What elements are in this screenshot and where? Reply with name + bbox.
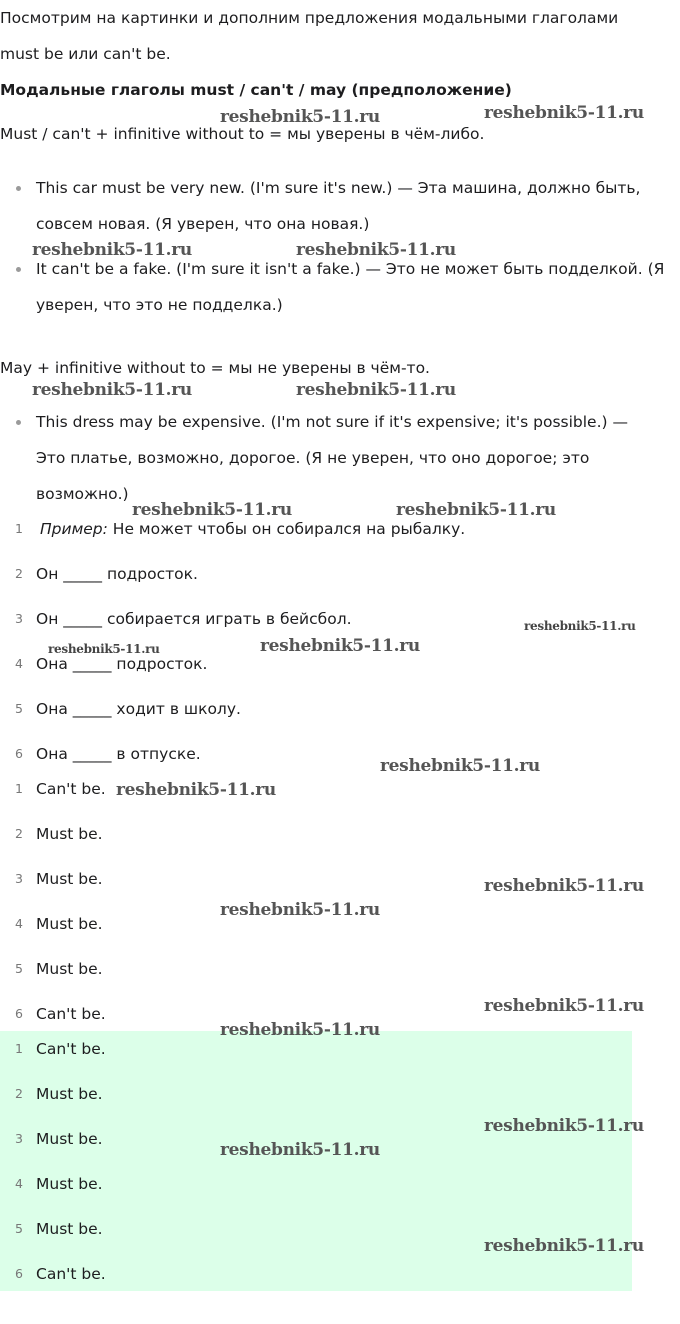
watermark: reshebnik5-11.ru xyxy=(116,780,276,800)
watermark: reshebnik5-11.ru xyxy=(296,380,456,400)
rule2-example-line3: возможно.) xyxy=(36,485,129,503)
exercise-item: Она _____ ходит в школу. xyxy=(36,700,241,718)
answer-number: 3 xyxy=(15,1131,23,1146)
watermark: reshebnik5-11.ru xyxy=(484,103,644,123)
answer-number: 6 xyxy=(15,1266,23,1281)
answer-text: Can't be. xyxy=(36,1265,106,1283)
bullet xyxy=(16,267,21,272)
answer-text: Can't be. xyxy=(36,780,106,798)
watermark: reshebnik5-11.ru xyxy=(32,380,192,400)
watermark: reshebnik5-11.ru xyxy=(296,240,456,260)
answer-text: Must be. xyxy=(36,1175,103,1193)
exercise-item: Он _____ собирается играть в бейсбол. xyxy=(36,610,352,628)
watermark: reshebnik5-11.ru xyxy=(220,107,380,127)
answer-number: 4 xyxy=(15,1176,23,1191)
answer-number: 4 xyxy=(15,916,23,931)
intro-line-1: Посмотрим на картинки и дополним предложения модальными глаголами xyxy=(0,9,619,27)
watermark: reshebnik5-11.ru xyxy=(524,619,636,633)
rule1-example-1-line1: This car must be very new. (I'm sure it's new.) — Эта машина, должно быть, xyxy=(36,179,641,197)
watermark: reshebnik5-11.ru xyxy=(220,1020,380,1040)
answer-text: Can't be. xyxy=(36,1005,106,1023)
watermark: reshebnik5-11.ru xyxy=(260,636,420,656)
answer-text: Can't be. xyxy=(36,1040,106,1058)
answer-number: 3 xyxy=(15,871,23,886)
example-label: Пример: xyxy=(40,520,108,538)
exercise-item: Она _____ в отпуске. xyxy=(36,745,201,763)
item-number: 2 xyxy=(15,566,23,581)
item-number: 5 xyxy=(15,701,23,716)
watermark: reshebnik5-11.ru xyxy=(484,876,644,896)
watermark: reshebnik5-11.ru xyxy=(484,1236,644,1256)
watermark: reshebnik5-11.ru xyxy=(484,1116,644,1136)
watermark: reshebnik5-11.ru xyxy=(380,756,540,776)
example-text: Не может чтобы он собирался на рыбалку. xyxy=(107,520,466,538)
watermark: reshebnik5-11.ru xyxy=(32,240,192,260)
rule-1: Must / can't + infinitive without to = мы уверены в чём-либо. xyxy=(0,125,485,143)
item-number: 3 xyxy=(15,611,23,626)
answer-number: 2 xyxy=(15,1086,23,1101)
watermark: reshebnik5-11.ru xyxy=(220,900,380,920)
answer-number: 2 xyxy=(15,826,23,841)
exercise-item: Она _____ подросток. xyxy=(36,655,208,673)
answer-text: Must be. xyxy=(36,1220,103,1238)
item-number: 1 xyxy=(15,521,23,536)
item-number: 6 xyxy=(15,746,23,761)
grammar-heading: Модальные глаголы must / can't / may (предположение) xyxy=(0,81,512,99)
example-row xyxy=(40,519,465,539)
rule2-example-line1: This dress may be expensive. (I'm not sure if it's expensive; it's possible.) — xyxy=(36,413,628,431)
watermark: reshebnik5-11.ru xyxy=(220,1140,380,1160)
answer-number: 6 xyxy=(15,1006,23,1021)
bullet xyxy=(16,420,21,425)
rule1-example-2-line1: It can't be a fake. (I'm sure it isn't a fake.) — Это не может быть подделкой. (Я xyxy=(36,260,665,278)
answer-text: Must be. xyxy=(36,1085,103,1103)
answer-text: Must be. xyxy=(36,825,103,843)
answer-text: Must be. xyxy=(36,960,103,978)
exercise-item: Он _____ подросток. xyxy=(36,565,198,583)
watermark: reshebnik5-11.ru xyxy=(396,500,556,520)
answer-number: 5 xyxy=(15,1221,23,1236)
watermark: reshebnik5-11.ru xyxy=(484,996,644,1016)
bullet xyxy=(16,186,21,191)
answer-text: Must be. xyxy=(36,915,103,933)
item-number: 4 xyxy=(15,656,23,671)
rule2-example-line2: Это платье, возможно, дорогое. (Я не уверен, что оно дорогое; это xyxy=(36,449,590,467)
watermark: reshebnik5-11.ru xyxy=(132,500,292,520)
rule1-example-1-line2: совсем новая. (Я уверен, что она новая.) xyxy=(36,215,370,233)
rule1-example-2-line2: уверен, что это не подделка.) xyxy=(36,296,283,314)
answer-number: 5 xyxy=(15,961,23,976)
watermark: reshebnik5-11.ru xyxy=(48,642,160,656)
answer-number: 1 xyxy=(15,1041,23,1056)
rule-2: May + infinitive without to = мы не уверены в чём-то. xyxy=(0,359,430,377)
answer-text: Must be. xyxy=(36,870,103,888)
answer-text: Must be. xyxy=(36,1130,103,1148)
intro-line-2: must be или can't be. xyxy=(0,45,171,63)
answer-number: 1 xyxy=(15,781,23,796)
